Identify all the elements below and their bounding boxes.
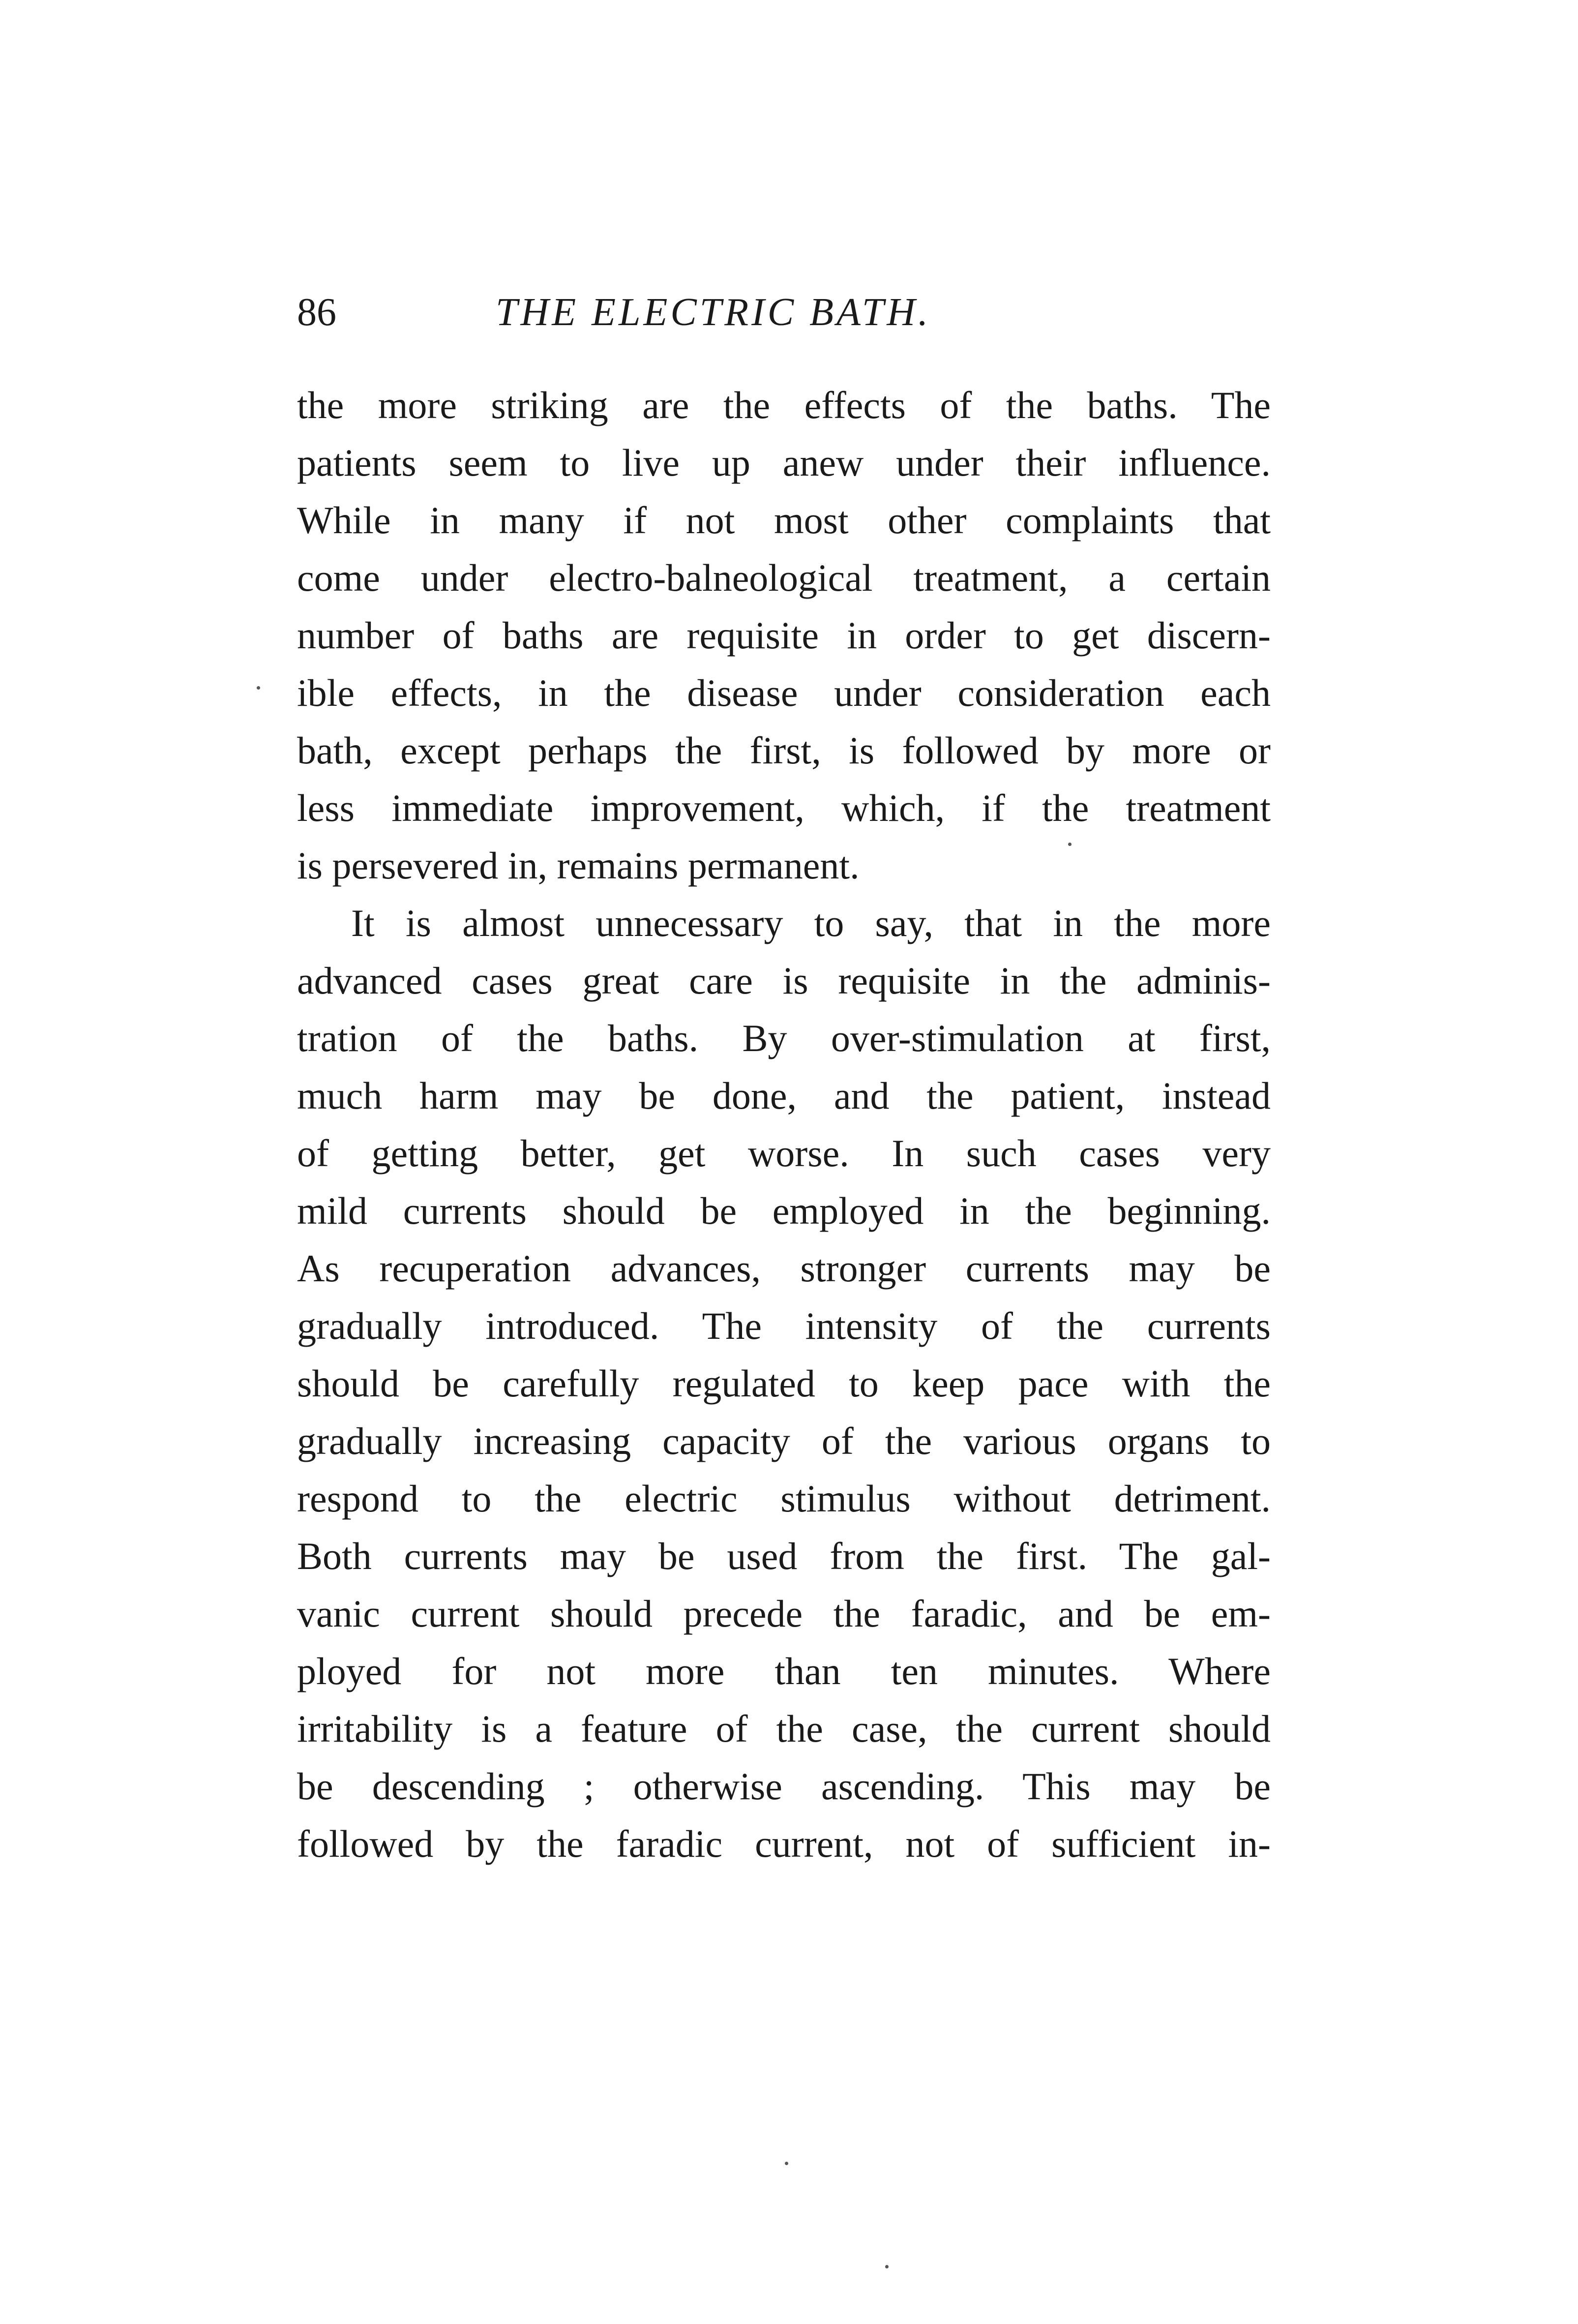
paper-speck [1068,843,1072,846]
text-line: is persevered in, remains permanent. [297,844,860,887]
text-line: should be carefully regulated to keep pace with the [297,1362,1271,1405]
text-line: be descending ; otherwise ascending. This may be [297,1765,1271,1808]
text-line: number of baths are requisite in order to get discern- [297,614,1271,657]
text-line: While in many if not most other complaints that [297,499,1271,542]
text-line: irritability is a feature of the case, the current should [297,1707,1271,1750]
text-line: the more striking are the effects of the baths. The [297,384,1271,426]
text-line: mild currents should be employed in the beginning. [297,1189,1271,1232]
page-header [297,280,1280,344]
running-title: THE ELECTRIC BATH. [496,291,931,334]
text-line: tration of the baths. By over-stimulation at first, [297,1017,1271,1059]
text-line: gradually increasing capacity of the various organs to [297,1419,1271,1462]
text-line: ployed for not more than ten minutes. Where [297,1650,1271,1692]
text-line: advanced cases great care is requisite in the adminis- [297,959,1271,1002]
page-number: 86 [297,291,336,334]
paper-speck [785,2162,788,2165]
text-line: come under electro-balneological treatment, a certain [297,556,1271,599]
text-line: followed by the faradic current, not of sufficient in- [297,1822,1271,1865]
paper-speck [885,2265,889,2268]
text-line: vanic current should precede the faradic, and be em- [297,1592,1271,1635]
text-line: less immediate improvement, which, if the treatment [297,786,1271,829]
text-line: bath, except perhaps the first, is followed by more or [297,729,1271,772]
paper-speck [257,686,260,690]
text-line: patients seem to live up anew under their influence. [297,441,1271,484]
text-line: ible effects, in the disease under consideration each [297,671,1271,714]
text-line: gradually introduced. The intensity of the currents [297,1304,1271,1347]
text-line: As recuperation advances, stronger currents may be [297,1247,1271,1290]
text-line: It is almost unnecessary to say, that in the more [351,902,1271,944]
text-line: Both currents may be used from the first. The gal- [297,1535,1271,1577]
text-line: of getting better, get worse. In such cases very [297,1132,1271,1175]
text-line: respond to the electric stimulus without detriment. [297,1477,1271,1520]
body-text [297,376,1271,1872]
text-line: much harm may be done, and the patient, instead [297,1074,1271,1117]
